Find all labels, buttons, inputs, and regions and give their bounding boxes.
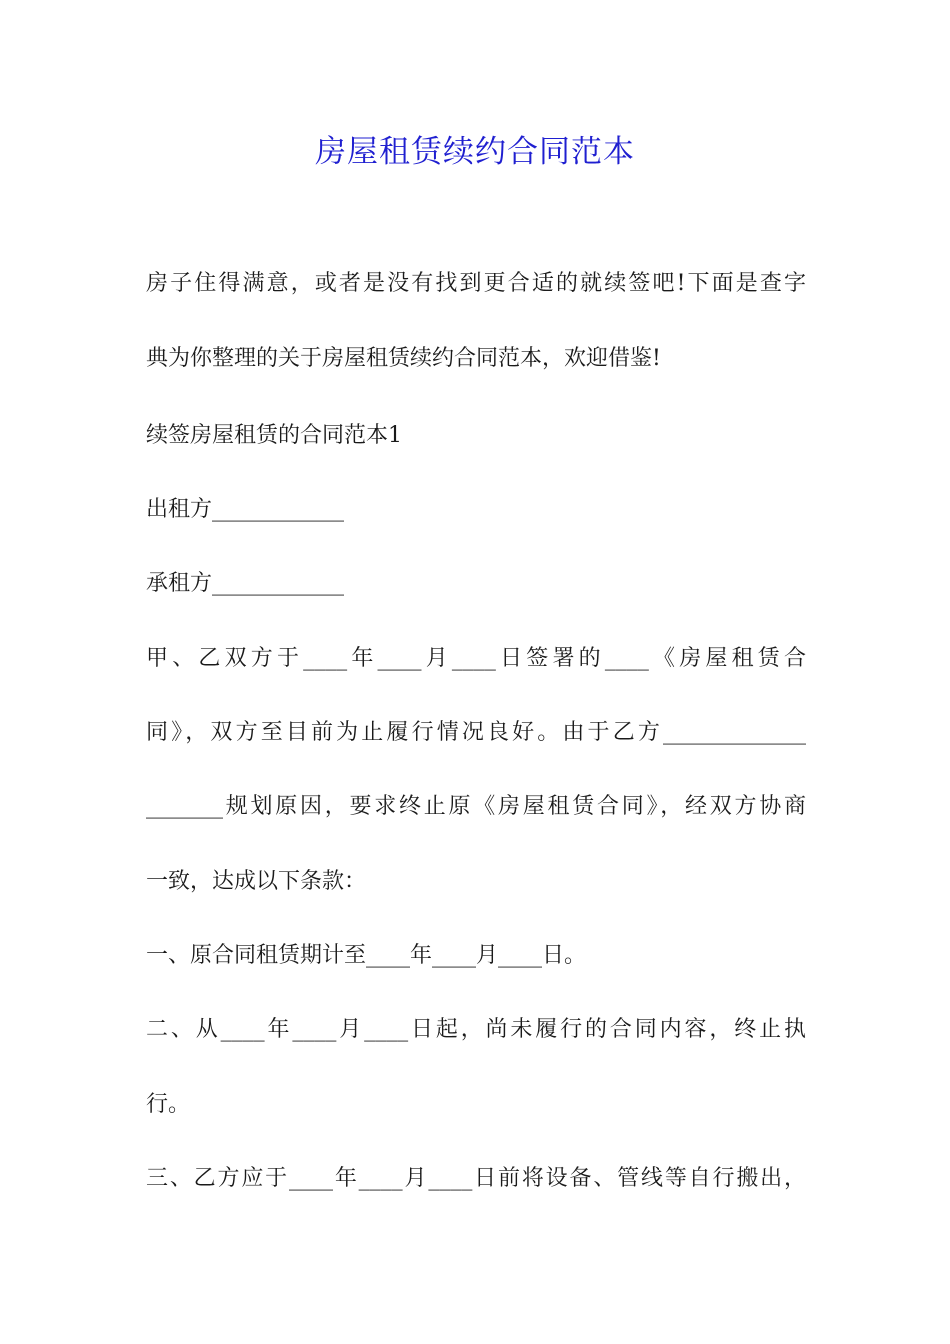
lessee-line: 承租方____________ <box>146 571 345 596</box>
body-line-2: 典为你整理的关于房屋租赁续约合同范本，欢迎借鉴! <box>146 346 661 371</box>
clause-3: 三、乙方应于____年____月____日前将设备、管线等自行搬出， <box>146 1166 806 1191</box>
lessor-line: 出租方____________ <box>146 497 345 522</box>
body-line-7: 同》，双方至目前为止履行情况良好。由于乙方_____________ <box>146 720 806 745</box>
body-line-6: 甲、乙双方于____年____月____日签署的____《房屋租赁合 <box>146 646 806 671</box>
body-line-1: 房子住得满意，或者是没有找到更合适的就续签吧!下面是查字 <box>146 271 806 296</box>
body-line-9: 一致，达成以下条款： <box>146 869 367 894</box>
document-title: 房屋租赁续约合同范本 <box>315 134 635 170</box>
section-heading-1: 续签房屋租赁的合同范本1 <box>146 423 402 448</box>
body-line-8: _______规划原因，要求终止原《房屋租赁合同》，经双方协商 <box>146 794 806 819</box>
clause-2: 二、从____年____月____日起，尚未履行的合同内容，终止执 <box>146 1017 806 1042</box>
clause-2-continued: 行。 <box>146 1092 191 1117</box>
clause-1: 一、原合同租赁期计至____年____月____日。 <box>146 943 587 968</box>
